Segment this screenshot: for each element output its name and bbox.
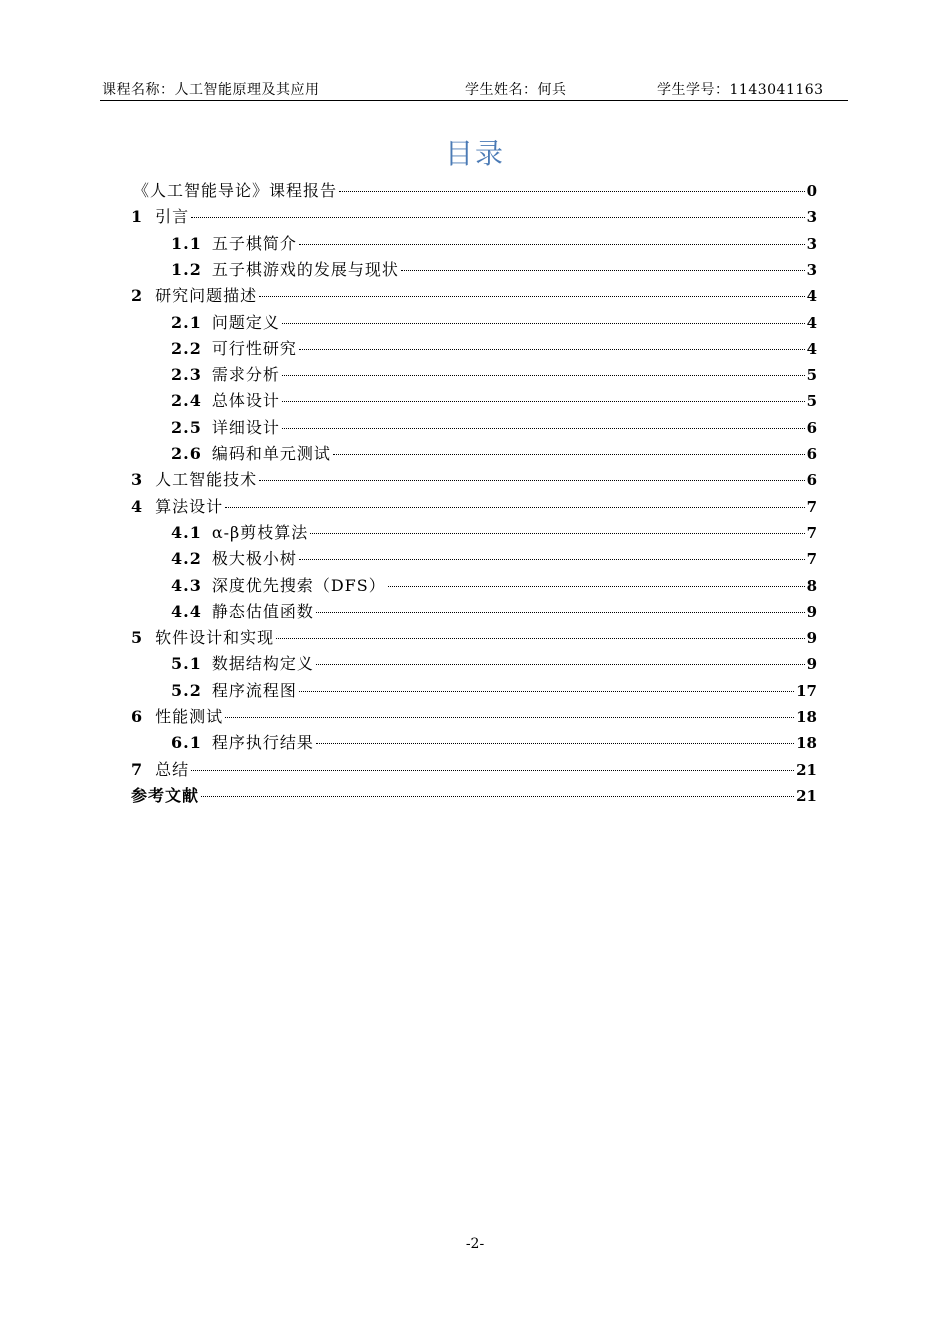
toc-entry-number: 6.1	[171, 733, 202, 753]
toc-leader-dots	[282, 401, 805, 402]
toc-entry-text	[171, 231, 297, 254]
toc-entry-number: 2.6	[171, 444, 202, 463]
toc-leader-dots	[225, 717, 794, 718]
toc-entry-label: 《人工智能导论》课程报告	[133, 181, 338, 200]
toc-leader-dots	[225, 507, 804, 508]
toc-entry-label: 参考文献	[131, 785, 200, 805]
toc-entry[interactable]	[131, 704, 817, 730]
toc-entry-text	[171, 388, 280, 411]
toc-entry-number: 2.2	[171, 338, 202, 358]
toc-entry-label: 编码和单元测试	[211, 444, 331, 463]
toc-entry-page: 7	[806, 497, 817, 516]
toc-entry-text	[171, 415, 280, 438]
toc-entry[interactable]	[171, 520, 817, 546]
toc-entry-text	[131, 494, 223, 517]
toc-entry-page: 6	[806, 418, 817, 437]
toc-entry-page: 21	[796, 760, 817, 779]
header-course-name: 课程名称：人工智能原理及其应用	[102, 82, 320, 98]
toc-entry-label: 人工智能技术	[155, 470, 258, 490]
toc-entry-page: 6	[806, 471, 817, 490]
toc-entry-text	[171, 573, 386, 596]
toc-entry[interactable]	[171, 257, 817, 283]
toc-entry-label: 可行性研究	[211, 338, 297, 358]
toc-entry-page: 5	[806, 392, 817, 411]
toc-leader-dots	[316, 743, 794, 744]
toc-entry-text	[131, 625, 274, 648]
toc-leader-dots	[282, 375, 805, 376]
toc-entry[interactable]	[131, 625, 817, 651]
toc-entry-page: 5	[806, 366, 817, 385]
toc-leader-dots	[310, 533, 804, 534]
toc-entry[interactable]	[133, 178, 817, 204]
toc-entry-label: 程序执行结果	[211, 733, 314, 753]
toc-entry-page: 9	[806, 602, 817, 621]
toc-leader-dots	[201, 796, 794, 797]
toc-entry-page: 21	[796, 786, 817, 805]
toc-entry-label: 程序流程图	[211, 680, 297, 700]
toc-entry[interactable]	[171, 730, 817, 756]
toc-leader-dots	[388, 586, 805, 587]
toc-entry-label: 详细设计	[211, 417, 280, 437]
toc-entry-page: 8	[806, 576, 817, 595]
toc-entry-number: 3	[131, 470, 144, 490]
toc-leader-dots	[299, 559, 805, 560]
toc-entry-number: 1.1	[171, 233, 202, 253]
toc-entry-text	[131, 783, 199, 806]
toc-leader-dots	[316, 612, 805, 613]
toc-entry-text	[131, 757, 189, 780]
toc-entry-page: 3	[806, 234, 817, 253]
toc-entry-text	[171, 441, 331, 464]
toc-entry-text	[131, 467, 257, 490]
toc-entry-page: 4	[806, 339, 817, 358]
toc-entry[interactable]	[171, 441, 817, 467]
toc-entry-page: 3	[806, 208, 817, 227]
toc-leader-dots	[299, 244, 805, 245]
toc-entry-number: 2.5	[171, 417, 202, 437]
page-header	[100, 76, 848, 101]
toc-entry-number: 4.2	[171, 549, 202, 569]
toc-entry[interactable]	[171, 310, 817, 336]
toc-entry-page: 0	[806, 182, 817, 200]
header-student-id: 学生学号：1143041163	[657, 82, 824, 98]
toc-entry[interactable]	[171, 362, 817, 388]
toc-title: 目录	[444, 137, 505, 170]
toc-leader-dots	[316, 664, 805, 665]
toc-entry-number: 2.1	[171, 312, 202, 332]
toc-entry-label: α-β剪枝算法	[211, 522, 309, 542]
toc-entry-text	[131, 283, 257, 306]
toc-leader-dots	[299, 691, 794, 692]
toc-entry-number: 4.3	[171, 575, 202, 595]
toc-leader-dots	[282, 428, 805, 429]
toc-entry-page: 17	[796, 681, 817, 700]
toc-entry-text	[171, 257, 399, 280]
toc-entry-page: 6	[806, 445, 817, 463]
toc-entry-number: 1.2	[171, 259, 202, 279]
toc-entry-number: 4.1	[171, 522, 202, 542]
toc-entry-page: 7	[806, 550, 817, 569]
toc-entry-number: 4	[131, 496, 144, 516]
toc-leader-dots	[259, 480, 804, 481]
toc-leader-dots	[339, 191, 805, 192]
toc-leader-dots	[401, 270, 805, 271]
toc-entry-text	[171, 336, 297, 359]
toc-entry[interactable]	[171, 546, 817, 572]
toc-entry[interactable]	[131, 494, 817, 520]
toc-leader-dots	[191, 770, 794, 771]
toc-entry-number: 7	[131, 759, 144, 779]
toc-entry-label: 研究问题描述	[155, 286, 258, 306]
toc-leader-dots	[259, 296, 804, 297]
toc-entry-page: 18	[796, 734, 817, 753]
page-number: -2-	[465, 1236, 485, 1252]
toc-entry-label: 算法设计	[155, 496, 224, 516]
toc-entry-number: 6	[131, 707, 144, 726]
toc-leader-dots	[299, 349, 805, 350]
toc-entry-label: 性能测试	[155, 707, 224, 726]
toc-entry-text	[133, 178, 337, 201]
toc-entry[interactable]	[171, 573, 817, 599]
toc-entry[interactable]	[171, 336, 817, 362]
toc-leader-dots	[191, 217, 804, 218]
toc-entry[interactable]	[131, 283, 817, 309]
toc-leader-dots	[333, 454, 805, 455]
toc-entry-page: 18	[796, 708, 817, 726]
toc-entry-page: 7	[806, 523, 817, 542]
toc-entry-text	[171, 678, 297, 701]
toc-entry-label: 极大极小树	[211, 549, 297, 569]
toc-entry-label: 总体设计	[211, 391, 280, 411]
toc-entry[interactable]	[131, 467, 817, 493]
toc-entry-label: 问题定义	[211, 312, 280, 332]
toc-entry-number: 2.3	[171, 365, 202, 385]
toc-entry-label: 深度优先搜索（DFS）	[211, 575, 386, 595]
toc-entry-page: 9	[806, 629, 817, 648]
toc-entry[interactable]	[171, 678, 817, 704]
toc-entry-label: 需求分析	[211, 365, 280, 385]
toc-entry[interactable]	[131, 783, 817, 809]
toc-entry[interactable]	[171, 231, 817, 257]
toc-entry[interactable]	[171, 599, 817, 625]
toc-entry-text	[171, 546, 297, 569]
toc-entry-number: 2.4	[171, 391, 202, 411]
toc-entry-label: 软件设计和实现	[155, 628, 275, 648]
toc-leader-dots	[282, 323, 805, 324]
toc-entry-text	[171, 730, 314, 753]
toc-entry-text	[171, 362, 280, 385]
toc-entry-number: 1	[131, 207, 144, 227]
toc-entry-number: 5	[131, 628, 144, 648]
toc-entry[interactable]	[171, 388, 817, 414]
toc-entry-page: 4	[806, 313, 817, 332]
toc-entry-number: 2	[131, 286, 144, 306]
toc-entry-label: 静态估值函数	[211, 601, 314, 621]
toc-entry-label: 总结	[155, 759, 190, 779]
toc-entry[interactable]	[131, 204, 817, 230]
header-student-name: 学生姓名：何兵	[465, 82, 567, 98]
toc-entry[interactable]	[171, 415, 817, 441]
toc-entry-page: 3	[806, 260, 817, 279]
toc-leader-dots	[276, 638, 804, 639]
toc-entry-text	[131, 204, 189, 227]
toc-entry-number: 4.4	[171, 601, 202, 621]
toc-entry-label: 数据结构定义	[211, 654, 314, 674]
toc-entry-number: 5.2	[171, 680, 202, 700]
toc-entry-label: 五子棋简介	[211, 233, 297, 253]
toc-entry-page: 9	[806, 655, 817, 674]
toc-entry-number: 5.1	[171, 654, 202, 674]
toc-entry-text	[171, 520, 308, 543]
toc-entry[interactable]	[171, 651, 817, 677]
toc-entry-label: 引言	[155, 207, 190, 227]
toc-entry-page: 4	[806, 287, 817, 306]
toc-entry-text	[131, 704, 223, 727]
toc-entry-text	[171, 651, 314, 674]
toc-entry-text	[171, 599, 314, 622]
toc-entry-label: 五子棋游戏的发展与现状	[211, 259, 399, 279]
toc-entry-text	[171, 310, 280, 333]
toc-entry[interactable]	[131, 757, 817, 783]
